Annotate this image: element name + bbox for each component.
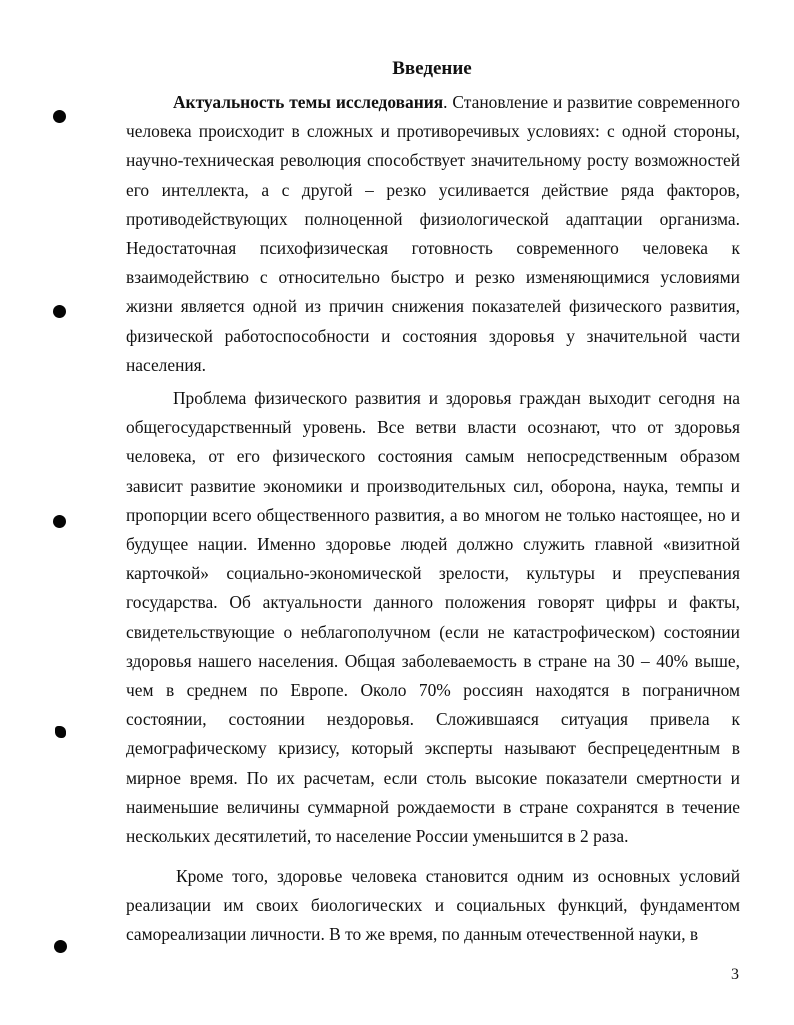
hole-punch-mark bbox=[53, 110, 66, 123]
relevance-lead: Актуальность темы исследования bbox=[173, 92, 444, 112]
page-title: Введение bbox=[392, 58, 472, 79]
hole-punch-mark bbox=[55, 726, 66, 738]
paragraph-relevance bbox=[126, 88, 740, 380]
paragraph-self-realization bbox=[126, 862, 740, 949]
paragraph-3: Кроме того, здоровье человека становится одним из основных условий реализации им своих биологических и социальных функций, фундаментом самореализации личности. В то же время, по данным отечественной науки, в bbox=[126, 866, 740, 944]
paragraph-health-problem bbox=[126, 384, 740, 851]
hole-punch-mark bbox=[54, 940, 67, 953]
paragraph-1 bbox=[126, 88, 740, 380]
hole-punch-mark bbox=[53, 515, 66, 528]
hole-punch-mark bbox=[53, 305, 66, 318]
page-number: 3 bbox=[731, 966, 739, 983]
paragraph-1-text: . Становление и развитие современного человека происходит в сложных и противоречивых условиях: с одной стороны, научно-техническая революция способствует значительному росту возможностей его интеллекта, а с другой – резко усиливается действие ряда факторов, противодействующих полноценной физиологической адаптации организма. Недостаточная психофизическая готовность современного человека к взаимодействию с относительно быстро и резко изменяющимися условиями жизни является одной из причин снижения показателей физического развития, физической работоспособности и состояния здоровья у значительной части населения. bbox=[126, 92, 740, 375]
paragraph-2: Проблема физического развития и здоровья граждан выходит сегодня на общегосударственный уровень. Все ветви власти осознают, что от здоровья человека, от его физического состояния самым непосредственным образом зависит развитие экономики и производительных сил, оборона, наука, темпы и пропорции всего общественного развития, а во многом не только настоящее, но и будущее нации. Именно здоровье людей должно служить главной «визитной карточкой» социально-экономической зрелости, культуры и преуспевания государства. Об актуальности данного положения говорят цифры и факты, свидетельствующие о неблагополучном (если не катастрофическом) состоянии здоровья нашего населения. Общая заболеваемость в стране на 30 – 40% выше, чем в среднем по Европе. Около 70% россиян находятся в пограничном состоянии, состоянии нездоровья. Сложившаяся ситуация привела к демографическому кризису, который эксперты называют беспрецедентным в мирное время. По их расчетам, если столь высокие показатели смертности и наименьшие величины суммарной рождаемости в стране сохранятся в течение нескольких десятилетий, то население России уменьшится в 2 раза. bbox=[126, 388, 740, 847]
